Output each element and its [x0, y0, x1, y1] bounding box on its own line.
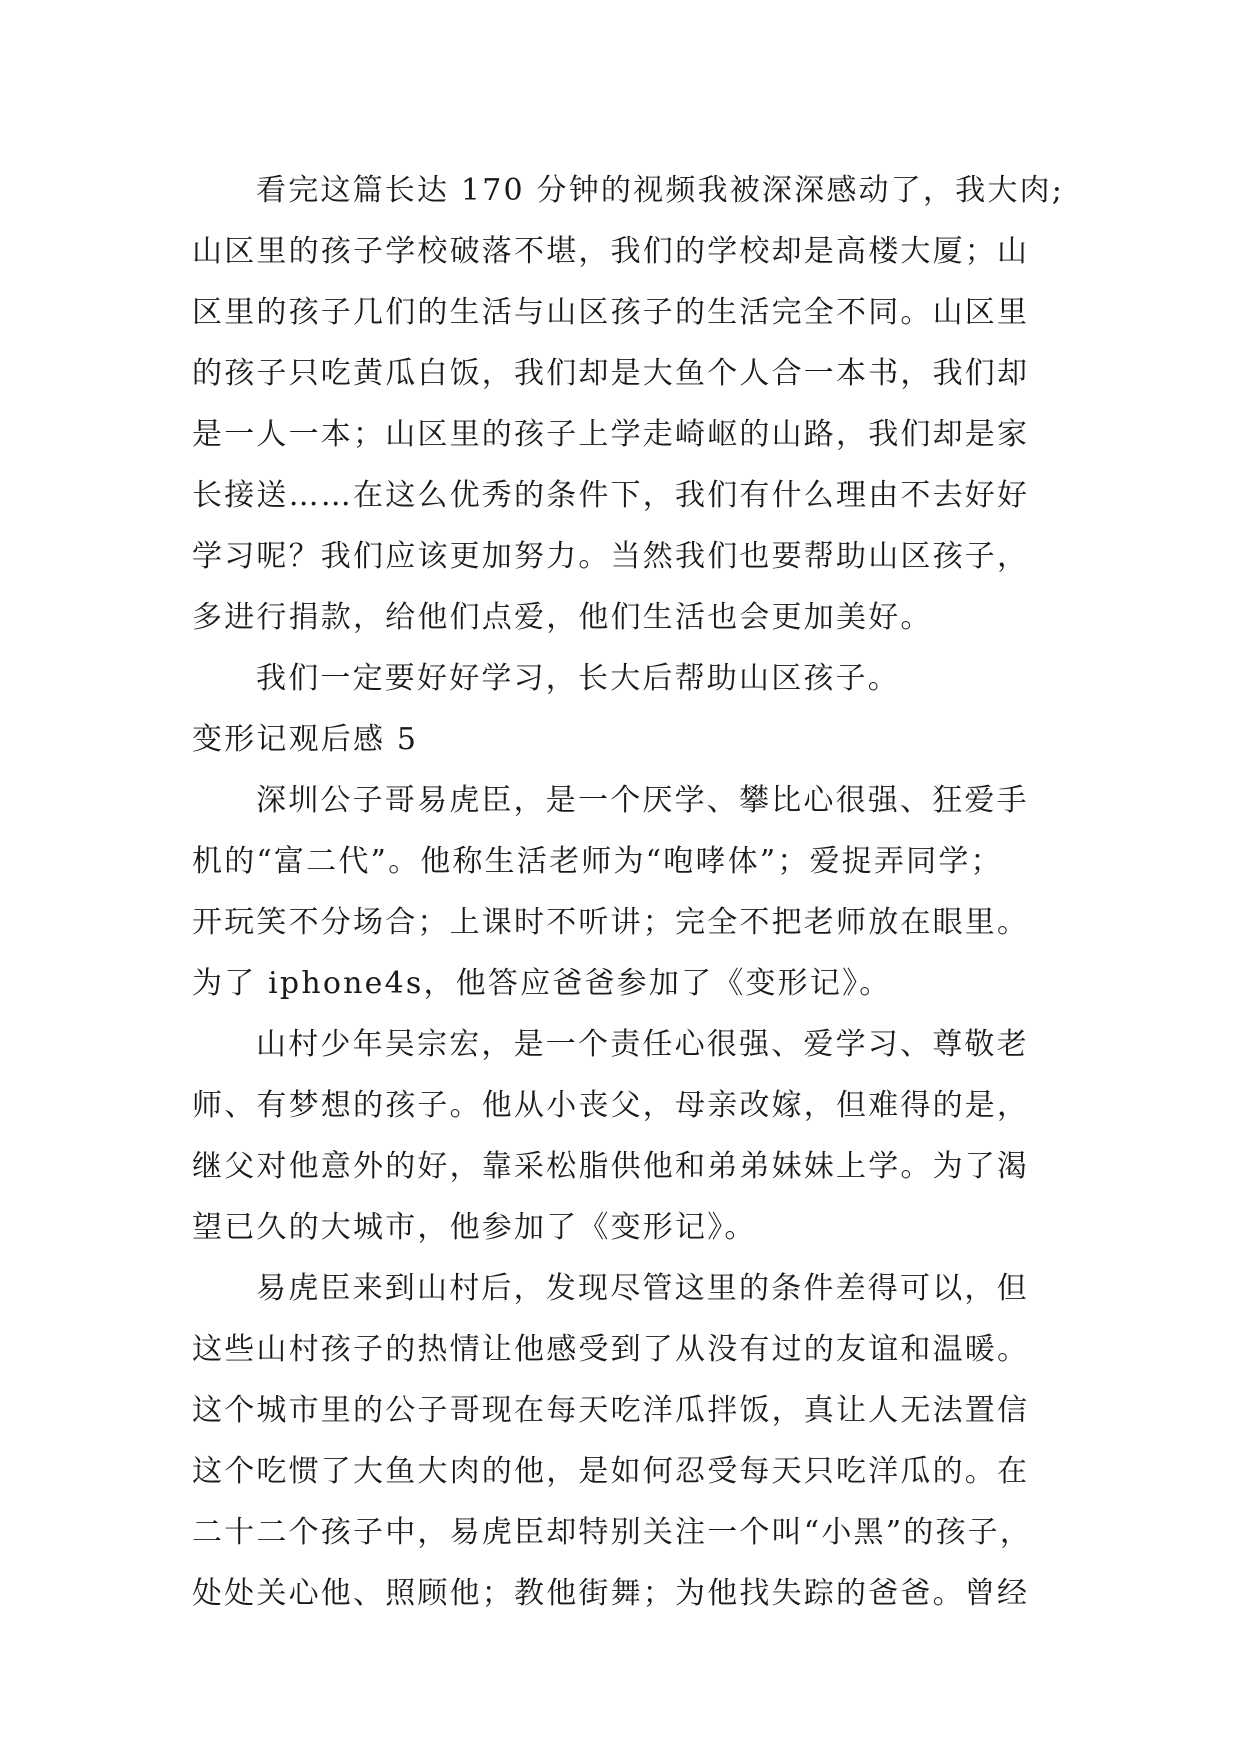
text-line: 区里的孩子几们的生活与山区孩子的生活完全不同。山区里 [192, 295, 1030, 330]
text-line: 机的“富二代”。他称生活老师为“咆哮体”；爱捉弄同学； [192, 844, 1003, 879]
text-line: 为了 iphone4s，他答应爸爸参加了《变形记》。 [192, 966, 892, 1001]
text-line: 开玩笑不分场合；上课时不听讲；完全不把老师放在眼里。 [192, 905, 1030, 940]
text-line: 继父对他意外的好，靠采松脂供他和弟弟妹妹上学。为了渴 [192, 1149, 1030, 1184]
text-line: 长接送……在这么优秀的条件下，我们有什么理由不去好好 [192, 478, 1030, 513]
text-line: 我们一定要好好学习，长大后帮助山区孩子。 [256, 661, 900, 696]
text-line: 是一人一本；山区里的孩子上学走崎岖的山路，我们却是家 [192, 417, 1030, 452]
text-line: 这些山村孩子的热情让他感受到了从没有过的友谊和温暖。 [192, 1332, 1030, 1367]
text-line: 这个吃惯了大鱼大肉的他，是如何忍受每天只吃洋瓜的。在 [192, 1454, 1030, 1489]
text-line: 的孩子只吃黄瓜白饭，我们却是大鱼个人合一本书，我们却 [192, 356, 1030, 391]
text-line: 深圳公子哥易虎臣，是一个厌学、攀比心很强、狂爱手 [256, 783, 1029, 818]
section-heading: 变形记观后感 5 [192, 722, 419, 757]
text-line: 山村少年吴宗宏，是一个责任心很强、爱学习、尊敬老 [256, 1027, 1029, 1062]
text-line: 山区里的孩子学校破落不堪，我们的学校却是高楼大厦；山 [192, 234, 1030, 269]
text-line: 望已久的大城市，他参加了《变形记》。 [192, 1210, 757, 1245]
text-line: 师、有梦想的孩子。他从小丧父，母亲改嫁，但难得的是， [192, 1088, 1030, 1123]
text-line: 易虎臣来到山村后，发现尽管这里的条件差得可以，但 [256, 1271, 1029, 1306]
text-line: 这个城市里的公子哥现在每天吃洋瓜拌饭，真让人无法置信 [192, 1393, 1030, 1428]
text-line: 多进行捐款，给他们点爱，他们生活也会更加美好。 [192, 600, 933, 635]
body-text [192, 160, 1065, 1624]
text-line: 处处关心他、照顾他；教他街舞；为他找失踪的爸爸。曾经 [192, 1576, 1030, 1611]
text-line: 学习呢？我们应该更加努力。当然我们也要帮助山区孩子， [192, 539, 1030, 574]
text-line: 二十二个孩子中，易虎臣却特别关注一个叫“小黑”的孩子， [192, 1515, 1033, 1550]
text-line: 看完这篇长达 170 分钟的视频我被深深感动了，我大肉; [256, 173, 1065, 208]
